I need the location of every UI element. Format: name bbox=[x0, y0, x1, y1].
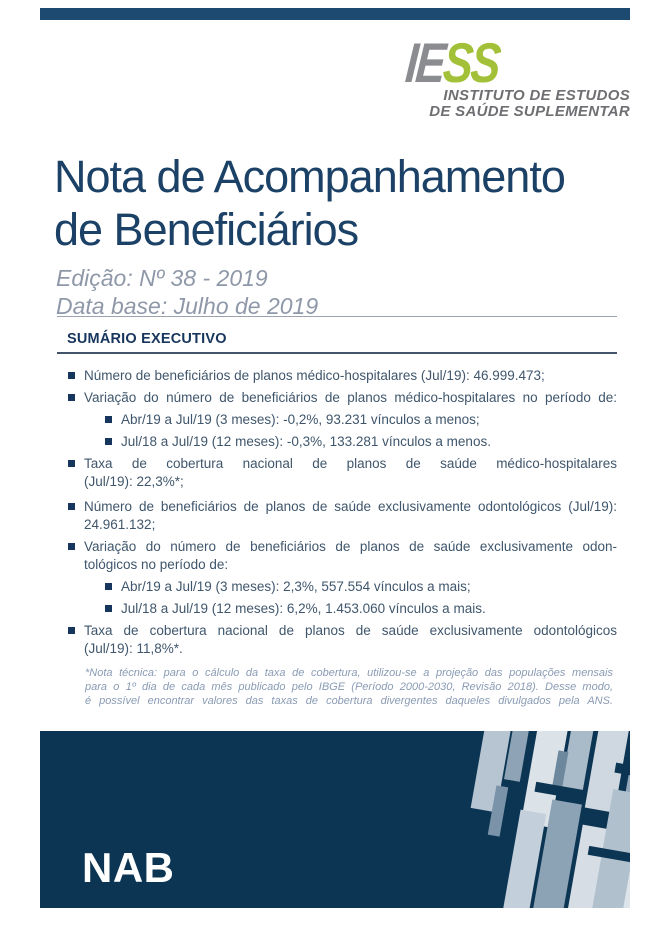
list-item bbox=[57, 538, 617, 574]
list-item-text: Taxa de cobertura nacional de planos de saúde médico-hospitalares bbox=[84, 456, 617, 471]
edition-line: Edição: Nº 38 - 2019 bbox=[56, 265, 268, 291]
page-title-line2: de Beneficiários bbox=[54, 204, 359, 255]
list-item-text: Número de beneficiários de planos de saúde exclusivamente odontológicos (Jul/19): bbox=[84, 499, 617, 514]
rule-below-heading bbox=[57, 352, 617, 354]
list-subitem bbox=[57, 600, 617, 618]
page-title bbox=[54, 150, 634, 256]
bullet-square-icon bbox=[105, 438, 112, 445]
iess-logo bbox=[403, 31, 630, 120]
bullet-square-icon bbox=[68, 394, 75, 401]
technical-footnote bbox=[85, 666, 613, 708]
list-item-text: (Jul/19): 22,3%*; bbox=[84, 474, 184, 489]
list-item bbox=[57, 367, 617, 385]
rule-above-heading bbox=[57, 316, 617, 317]
nab-banner bbox=[40, 731, 630, 908]
summary-items bbox=[57, 367, 617, 658]
iess-wordmark bbox=[403, 31, 586, 94]
top-accent-bar bbox=[40, 8, 630, 20]
list-item-text: Abr/19 a Jul/19 (3 meses): 2,3%, 557.554 vínculos a mais; bbox=[121, 579, 471, 594]
iess-wordmark-gray: IE bbox=[403, 31, 447, 94]
bullet-square-icon bbox=[68, 460, 75, 467]
edition-block bbox=[56, 264, 536, 320]
list-item-text: Abr/19 a Jul/19 (3 meses): -0,2%, 93.231 vínculos a menos; bbox=[121, 412, 480, 427]
list-item-text: Número de beneficiários de planos médico-hospitalares (Jul/19): 46.999.473; bbox=[84, 368, 545, 383]
list-item bbox=[57, 455, 617, 491]
logo-subtitle-line1: INSTITUTO DE ESTUDOS bbox=[443, 87, 630, 104]
list-item-text: Taxa de cobertura nacional de planos de saúde exclusivamente odontológicos bbox=[84, 623, 617, 638]
bullet-square-icon bbox=[105, 416, 112, 423]
iess-wordmark-green: SS bbox=[440, 31, 502, 94]
bullet-square-icon bbox=[105, 605, 112, 612]
list-item-text: Variação do número de beneficiários de planos médico-hospitalares no período de: bbox=[84, 390, 617, 405]
list-item-text: Jul/18 a Jul/19 (12 meses): 6,2%, 1.453.060 vínculos a mais. bbox=[121, 601, 486, 616]
list-item-text: 24.961.132; bbox=[84, 517, 156, 532]
bullet-square-icon bbox=[68, 543, 75, 550]
bullet-square-icon bbox=[105, 583, 112, 590]
logo-subtitle-line2: DE SAÚDE SUPLEMENTAR bbox=[429, 103, 630, 120]
list-item bbox=[57, 622, 617, 658]
bullet-square-icon bbox=[68, 503, 75, 510]
footnote-line: *Nota técnica: para o cálculo da taxa de cobertura, utilizou-se a projeção das populações mensais bbox=[85, 667, 613, 679]
nab-label: NAB bbox=[82, 844, 175, 891]
list-item bbox=[57, 498, 617, 534]
list-item bbox=[57, 389, 617, 407]
list-item-text: Jul/18 a Jul/19 (12 meses): -0,3%, 133.281 vínculos a menos. bbox=[121, 434, 491, 449]
bullet-square-icon bbox=[68, 627, 75, 634]
list-item-text: (Jul/19): 11,8%*. bbox=[84, 641, 183, 656]
footnote-line: para o 1º dia de cada mês publicado pelo IBGE (Período 2000-2030, Revisão 2018). Desse modo, bbox=[85, 681, 613, 693]
bullet-square-icon bbox=[68, 372, 75, 379]
executive-summary bbox=[57, 316, 617, 662]
list-item-text: tológicos no período de: bbox=[84, 557, 229, 572]
list-item-text: Variação do número de beneficiários de planos de saúde exclusivamente odon- bbox=[84, 539, 617, 554]
data-base-line: Data base: Julho de 2019 bbox=[56, 293, 319, 319]
summary-heading: SUMÁRIO EXECUTIVO bbox=[67, 331, 227, 347]
footnote-line: é possível encontrar valores das taxas de cobertura divergentes daqueles divulgados pela ANS. bbox=[85, 695, 613, 707]
list-subitem bbox=[57, 578, 617, 596]
page-title-line1: Nota de Acompanhamento bbox=[54, 151, 565, 202]
list-subitem bbox=[57, 411, 617, 429]
list-subitem bbox=[57, 433, 617, 451]
